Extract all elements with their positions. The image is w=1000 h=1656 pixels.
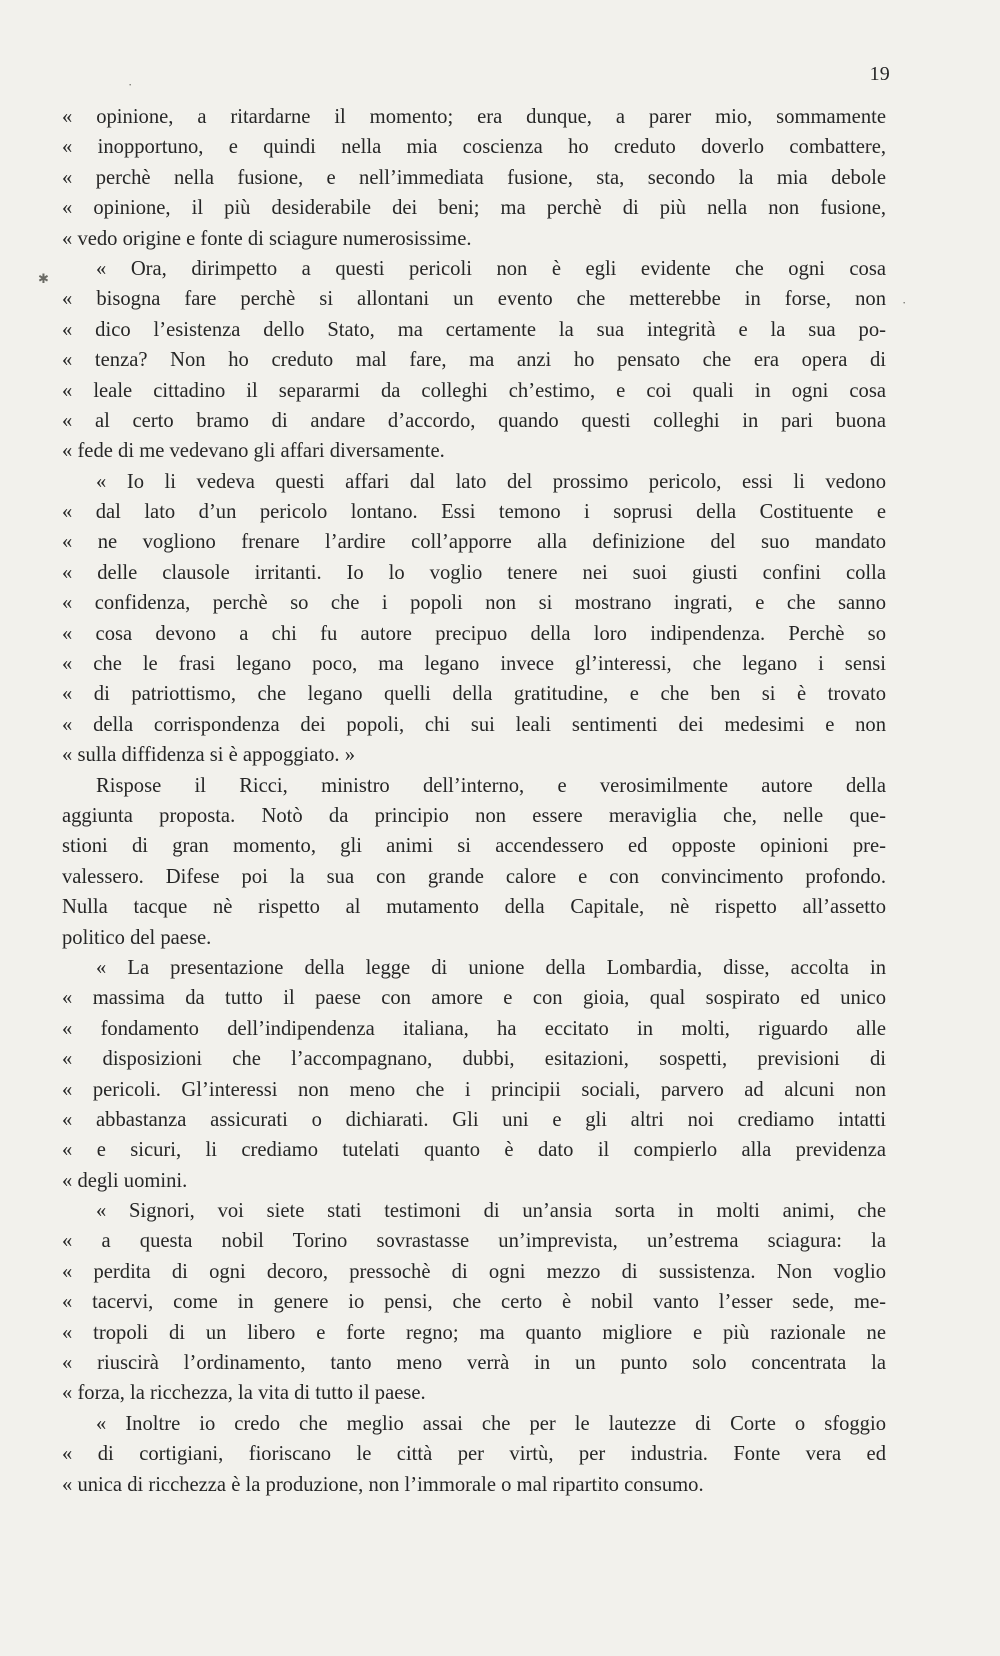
text-line: « vedo origine e fonte di sciagure numerosissime. (62, 227, 472, 250)
text-line: « massima da tutto il paese con amore e con gioia, qual sospirato ed unico (62, 987, 886, 1010)
text-line: « riuscirà l’ordinamento, tanto meno verrà in un punto solo concentrata la (62, 1352, 886, 1375)
text-line: Rispose il Ricci, ministro dell’interno, e verosimilmente autore della (96, 774, 886, 797)
text-line: « al certo bramo di andare d’accordo, quando questi colleghi in pari buona (62, 409, 886, 432)
text-line: stioni di gran momento, gli animi si accendessero ed opposte opinioni pre- (62, 835, 886, 858)
text-line: « confidenza, perchè so che i popoli non si mostrano ingrati, e che sanno (62, 592, 886, 615)
text-line: « che le frasi legano poco, ma legano invece gl’interessi, che legano i sensi (62, 653, 886, 676)
body-text (62, 102, 886, 1500)
text-line: « ne vogliono frenare l’ardire coll’apporre alla definizione del suo mandato (62, 531, 886, 554)
text-line: valessero. Difese poi la sua con grande calore e con convincimento profondo. (62, 865, 886, 888)
text-line: « Ora, dirimpetto a questi pericoli non è egli evidente che ogni cosa (96, 257, 886, 280)
text-line: aggiunta proposta. Notò da principio non essere meraviglia che, nelle que- (62, 804, 886, 827)
text-line: « cosa devono a chi fu autore precipuo della loro indipendenza. Perchè so (62, 622, 886, 645)
print-speck: · (128, 77, 133, 92)
text-line: « fede di me vedevano gli affari diversamente. (62, 440, 445, 463)
text-line: « opinione, il più desiderabile dei beni; ma perchè di più nella non fusione, (62, 197, 886, 220)
text-line: « delle clausole irritanti. Io lo voglio tenere nei suoi giusti confini colla (62, 561, 886, 584)
text-line: « degli uomini. (62, 1169, 188, 1192)
text-line: « della corrispondenza dei popoli, chi sui leali sentimenti dei medesimi e non (62, 713, 886, 736)
text-line: « La presentazione della legge di unione della Lombardia, disse, accolta in (96, 956, 886, 979)
text-line: « tropoli di un libero e forte regno; ma quanto migliore e più razionale ne (62, 1321, 886, 1344)
text-line: « inopportuno, e quindi nella mia coscienza ho creduto doverlo combattere, (62, 136, 886, 159)
text-line: « e sicuri, li crediamo tutelati quanto è dato il compierlo alla previdenza (62, 1139, 886, 1162)
text-line: « fondamento dell’indipendenza italiana, ha eccitato in molti, riguardo alle (62, 1017, 886, 1040)
text-line: « perchè nella fusione, e nell’immediata fusione, sta, secondo la mia debole (62, 166, 886, 189)
text-line: « Inoltre io credo che meglio assai che per le lautezze di Corte o sfoggio (96, 1412, 886, 1435)
text-line: « leale cittadino il separarmi da colleghi ch’estimo, e coi quali in ogni cosa (62, 379, 886, 402)
text-line: « abbastanza assicurati o dichiarati. Gli uni e gli altri noi crediamo intatti (62, 1108, 886, 1131)
text-line: « Signori, voi siete stati testimoni di un’ansia sorta in molti animi, che (96, 1200, 886, 1223)
text-line: « pericoli. Gl’interessi non meno che i principii sociali, parvero ad alcuni non (62, 1078, 886, 1101)
text-line: Nulla tacque nè rispetto al mutamento della Capitale, nè rispetto all’assetto (62, 896, 886, 919)
text-line: « a questa nobil Torino sovrastasse un’imprevista, un’estrema sciagura: la (62, 1230, 886, 1253)
text-line: « opinione, a ritardarne il momento; era dunque, a parer mio, sommamente (62, 106, 886, 128)
print-speck: ✱ (38, 271, 49, 286)
text-line: « perdita di ogni decoro, pressochè di ogni mezzo di sussistenza. Non voglio (62, 1260, 886, 1283)
text-line: « Io li vedeva questi affari dal lato del prossimo pericolo, essi li vedono (96, 470, 886, 493)
text-line: « tenza? Non ho creduto mal fare, ma anzi ho pensato che era opera di (62, 349, 886, 372)
text-line: « dal lato d’un pericolo lontano. Essi temono i soprusi della Costituente e (62, 501, 886, 524)
print-speck: · (902, 295, 907, 310)
text-line: « forza, la ricchezza, la vita di tutto il paese. (62, 1382, 426, 1405)
text-line: « di patriottismo, che legano quelli della gratitudine, e che ben si è trovato (62, 683, 886, 706)
text-line: « dico l’esistenza dello Stato, ma certamente la sua integrità e la sua po- (62, 318, 886, 341)
text-line: « tacervi, come in genere io pensi, che certo è nobil vanto l’esser sede, me- (62, 1291, 886, 1314)
text-line: « sulla diffidenza si è appoggiato. » (62, 744, 356, 767)
text-line: politico del paese. (62, 926, 212, 949)
text-line: « unica di ricchezza è la produzione, non l’immorale o mal ripartito consumo. (62, 1473, 704, 1496)
text-line: « bisogna fare perchè si allontani un evento che metterebbe in forse, non (62, 288, 886, 311)
page-number: 19 (869, 63, 890, 85)
text-line: « di cortigiani, fioriscano le città per virtù, per industria. Fonte vera ed (62, 1443, 886, 1466)
text-line: « disposizioni che l’accompagnano, dubbi, esitazioni, sospetti, previsioni di (62, 1048, 886, 1071)
